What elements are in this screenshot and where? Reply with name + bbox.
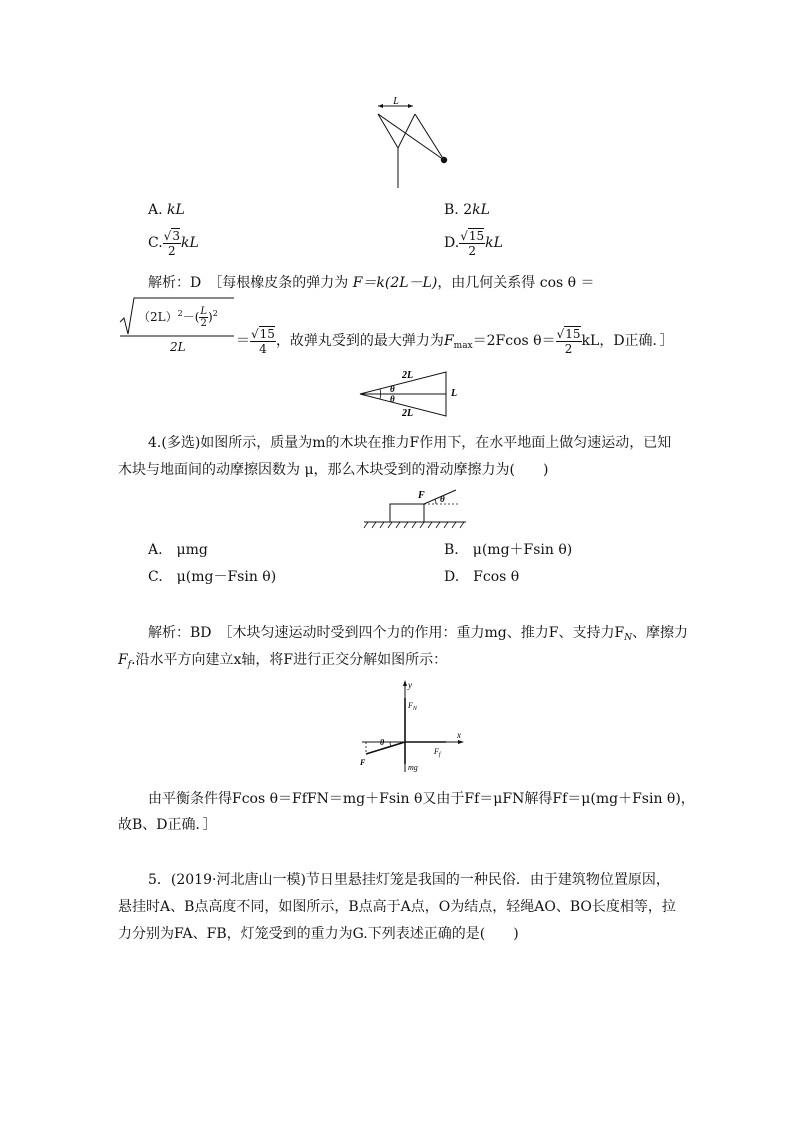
slingshot-figure: [366, 92, 456, 192]
q4-option-b: B. μ(mg＋Fsin θ): [444, 542, 573, 558]
theta-upper: θ: [390, 384, 395, 394]
fn-label: $F_N$: [408, 701, 417, 712]
question-5-line1: 5．(2019·河北唐山一模)节日里悬挂灯笼是我国的一种民俗．由于建筑物位置原因，: [148, 872, 670, 888]
solution-4-line2: $F_f$.沿水平方向建立x轴，将F进行正交分解如图所示：: [118, 652, 448, 670]
theta-label: θ: [380, 738, 385, 747]
q4-option-a: A. μmg: [148, 542, 208, 558]
option-c: C. $\frac{√3}{2}$ kL: [148, 229, 199, 258]
wooden-block: [390, 504, 424, 522]
solution-3-formula: [118, 296, 758, 358]
angle-label: θ: [440, 494, 445, 504]
theta-lower: θ: [390, 394, 395, 404]
pellet: [441, 157, 447, 163]
option-b: B. 2kL: [444, 202, 490, 218]
force-axes-figure: [360, 674, 472, 778]
mg-label: mg: [408, 763, 418, 772]
question-5-line3: 力分别为FA、FB，灯笼受到的重力为G.下列表述正确的是( ): [118, 926, 519, 942]
formula-denominator: 2L: [170, 340, 186, 354]
x-axis-label: x: [457, 730, 461, 740]
result-4-line2: 故B、D正确．］: [118, 817, 217, 833]
radicand: $(2L)^2-$( $\frac{L}{2}$ )$^2$: [138, 306, 218, 329]
bottom-label: 2L: [402, 408, 414, 418]
top-label: 2L: [402, 370, 414, 381]
solution-3-line1: 解析：D ［每根橡皮条的弹力为 F＝k(2L－L)，由几何关系得 cos θ ＝: [148, 275, 595, 291]
right-label: L: [451, 388, 458, 399]
question-5-line2: 悬挂时A、B点高度不同，如图所示，B点高于A点，O为结点，轻绳AO、BO长度相等，拉: [118, 899, 676, 915]
result-4-line1: 由平衡条件得Fcos θ＝FfFN＝mg＋Fsin θ又由于Ff＝μFN解得Ff＝μ(mg＋Fsin θ)，: [148, 791, 695, 807]
ff-label: $F_f$: [434, 747, 441, 758]
q4-option-d: D. Fcos θ: [444, 569, 520, 585]
length-label: L: [393, 96, 399, 107]
q4-option-c: C. μ(mg－Fsin θ): [148, 569, 277, 585]
question-4-line1: 4.(多选)如图所示，质量为m的木块在推力F作用下，在水平地面上做匀速运动，已知: [148, 435, 672, 451]
triangle-figure: [356, 366, 466, 418]
f-label: F: [360, 758, 366, 767]
option-a: A. kL: [148, 202, 185, 218]
question-4-line2: 木块与地面间的动摩擦因数为 μ，那么木块受到的滑动摩擦力为( ): [118, 462, 549, 478]
force-label: F: [418, 490, 425, 501]
block-figure: [362, 484, 472, 532]
option-d: D. $\frac{√15}{2}$ kL: [444, 229, 503, 258]
solution-4-line1: 解析：BD ［木块匀速运动时受到四个力的作用：重力mg、推力F、支持力$F_N$、摩擦力: [148, 625, 689, 643]
y-axis-label: y: [408, 680, 412, 690]
formula-result: ＝ $\frac{√15}{4}$ ，故弹丸受到的最大弹力为$F_{max}=2Fcos$ θ＝ $\frac{√15}{2}$ kL，D正确．］: [236, 327, 674, 356]
